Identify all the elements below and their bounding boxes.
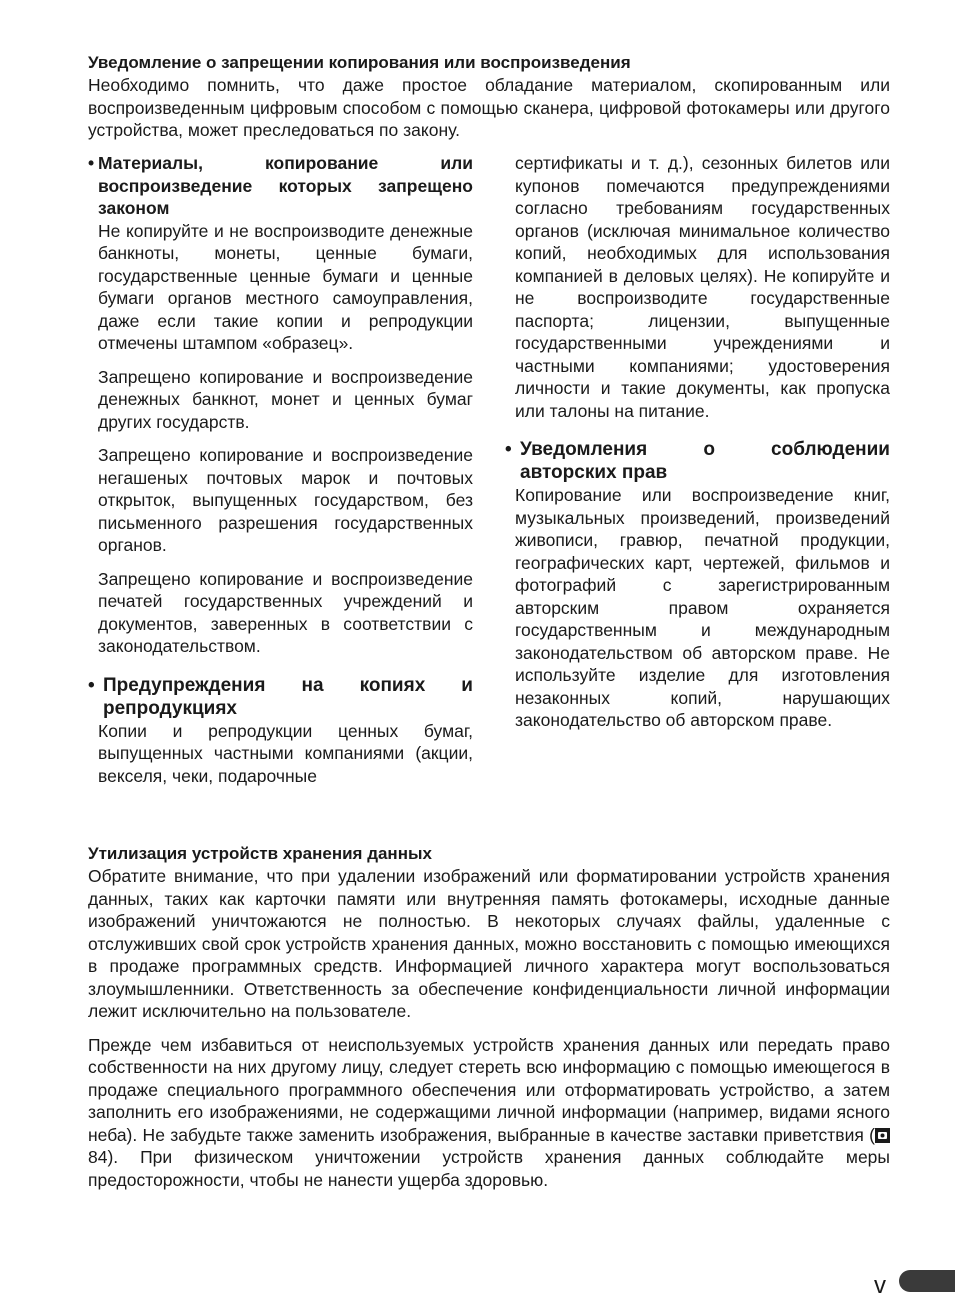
page-ref: 84 [88,1147,108,1167]
disposal-heading: Утилизация устройств хранения данных [88,844,432,863]
page-tab-marker [899,1270,955,1292]
paragraph: Запрещено копирование и воспроизведение негашеных почтовых марок и почтовых открыток, выпущенных государством, без письменного разрешения государственных органов. [98,445,473,555]
left-column [88,152,473,787]
paragraph: сертификаты и т. д.), сезонных билетов или купонов помечаются предупреждениями согласно требованиям государственных органов (исключая минимальное количество копий, необходимых для использования компанией в деловых целях). Не копируйте и не воспроизводите государственные паспорта; лицензии, выпущенные государственными учреждениями и частными компаниями; удостоверения личности и такие документы, как пропуска или талоны на питание. [515,153,890,421]
section-title: Предупреждения на копиях и репродукциях [103,674,473,719]
section-prohibited-materials [88,152,473,658]
bullet-icon: • [88,153,95,173]
copy-notice-text: Необходимо помнить, что даже простое обладание материалом, скопированным или воспроизведенным цифровым способом с помощью сканера, цифровой фотокамеры или другого устройства, может преследоваться по закону. [88,75,890,140]
bullet-icon: • [88,674,95,696]
copy-notice-heading: Уведомление о запрещении копирования или воспроизведения [88,53,631,72]
right-column [505,152,890,732]
camera-ref-icon [875,1125,890,1145]
bullet-icon: • [505,439,512,460]
paragraph: Обратите внимание, что при удалении изображений или форматировании устройств хранения данных, таких как карточки памяти или внутренняя память фотокамеры, исходные данные изображений уничтожаются не полностью. В некоторых случаях файлы, удаленные с отслуживших свой срок устройств хранения данных, можно восстановить с помощью имеющихся в продаже программных средств. Информацией личного характера могут воспользоваться злоумышленники. Ответственность за обеспечение конфиденциальности личной информации лежит исключительно на пользователе. [88,866,890,1021]
section-warnings-continued [505,152,890,422]
section-warnings-on-copies [88,674,473,788]
paragraph: Не копируйте и не воспроизводите денежные банкноты, монеты, ценные бумаги, государственные ценные бумаги и ценные бумаги органов местного самоуправления, даже если такие копии и репродукции отмечены штампом «образец». [98,220,473,353]
paragraph: Копии и репродукции ценных бумаг, выпущенных частными компаниями (акции, векселя, чеки, подарочные [98,720,473,786]
page-number: v [874,1272,886,1299]
paragraph-part: Прежде чем избавиться от неиспользуемых устройств хранения данных или передать право собственности на них другому лицу, следует стереть всю информацию с помощью имеющегося в продаже специального программного обеспечения или отформатировать устройство, а затем заполнить его изображениями, не содержащими личной информации (например, видами ясного неба). Не забудьте также заменить изображения, выбранные в качестве заставки приветствия ( [88,1034,890,1145]
disposal-notice [88,843,890,1191]
paragraph-part: ). При физическом уничтожении устройств хранения данных соблюдайте меры предосторожности, чтобы не нанести ущерба здоровью. [88,1147,890,1190]
paragraph: Копирование или воспроизведение книг, музыкальных произведений, произведений живописи, гравюр, печатной продукции, географических карт, чертежей, фильмов и фотографий с зарегистрированным авторским правом охраняется государственным и международным законодательством об авторском праве. Не используйте изделие для изготовления незаконных копий, нарушающих законодательство об авторском праве. [515,485,890,730]
paragraph: Запрещено копирование и воспроизведение печатей государственных учреждений и документов, заверенных в соответствии с законодательством. [98,568,473,656]
paragraph: Запрещено копирование и воспроизведение денежных банкнот, монет и ценных бумаг других государств. [98,366,473,432]
copy-notice [88,52,890,142]
section-title: Уведомления о соблюдении авторских прав [520,439,890,483]
section-title: Материалы, копирование или воспроизведение которых запрещено законом [98,153,473,218]
section-copyright-notice [505,438,890,732]
paragraph [88,1034,890,1192]
